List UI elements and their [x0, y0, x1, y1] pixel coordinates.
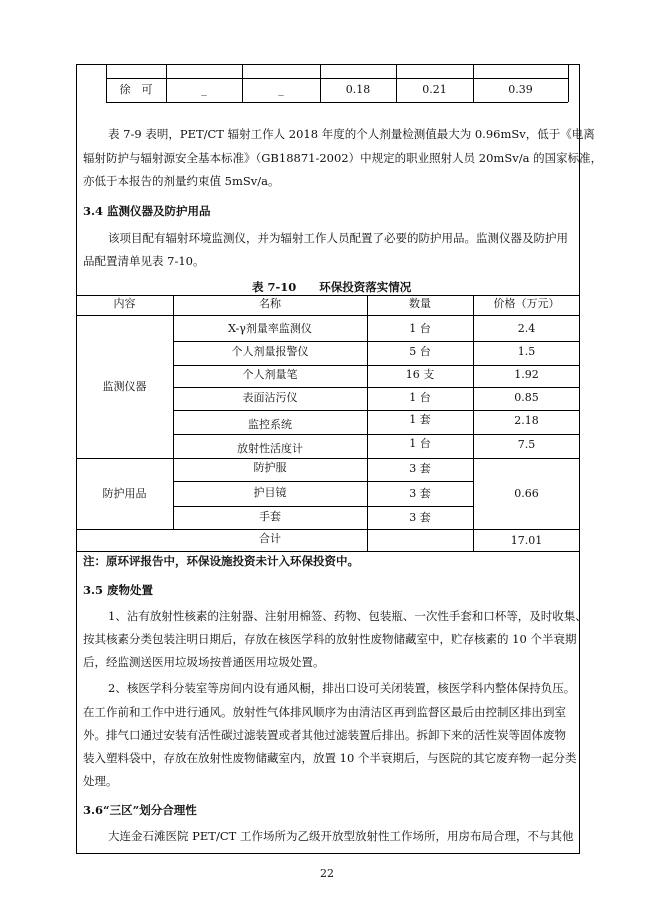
para4-line1: 2、核医学科分装室等房间内设有通风橱，排出口设可关闭装置，核医学科内整体保持负压。 — [108, 681, 576, 695]
row-name: 监控系统 — [248, 418, 292, 431]
para3-line3: 后，经监测送医用垃圾场按普通医用垃圾处置。 — [83, 655, 325, 669]
table-title: 表 7-10 环保投资落实情况 — [252, 280, 412, 294]
row-qty: 5 台 — [409, 345, 431, 358]
row-price: 2.4 — [517, 322, 536, 335]
para2-line1: 该项目配有辐射环境监测仪，并为辐射工作人员配置了必要的防护用品。监测仪器及防护用 — [108, 231, 568, 245]
row-name: 手套 — [259, 510, 281, 523]
top-row-label: 徐 可 — [119, 83, 153, 96]
total-value: 17.01 — [510, 534, 543, 547]
row-qty: 1 台 — [409, 437, 431, 450]
row-price: 2.18 — [514, 414, 539, 427]
row-qty: 3 套 — [409, 462, 431, 475]
para1-line3: 亦低于本报告的剂量约束值 5mSv/a。 — [83, 174, 280, 188]
section-3-5-title: 3.5 废物处置 — [83, 583, 154, 597]
row-qty: 1 套 — [409, 413, 431, 426]
para4-line3: 外。排气口通过安装有活性碳过滤装置或者其他过滤装置后排出。拆卸下来的活性炭等固体废物 — [83, 728, 566, 742]
section-3-6-title: 3.6“三区”划分合理性 — [83, 803, 197, 817]
row-price: 0.85 — [514, 391, 539, 404]
para5-line1: 大连金石滩医院 PET/CT 工作场所为乙级开放型放射性工作场所，用房布局合理，不与其他 — [108, 829, 574, 843]
header-name: 名称 — [259, 297, 281, 310]
para4-line2: 在工作前和工作中进行通风。放射性气体排风顺序为由清洁区再到监督区最后由控制区排出到室 — [83, 705, 566, 719]
table-note: 注：原环评报告中，环保设施投资未计入环保投资中。 — [83, 554, 359, 568]
para2-line2: 品配置清单见表 7-10。 — [83, 254, 205, 268]
row-name: 护目镜 — [253, 486, 287, 499]
para3-line2: 按其核素分类包装注明日期后，存放在核医学科的放射性废物储藏室中，贮存核素的 10 个半衰期 — [83, 632, 577, 646]
group-protection: 防护用品 — [102, 487, 147, 500]
row-name: 放射性活度计 — [237, 442, 303, 455]
para1-line2: 辐射防护与辐射源安全基本标准》（GB18871-2002）中规定的职业照射人员 20mSv/a 的国家标准， — [83, 151, 603, 165]
para4-line4: 装入塑料袋中，存放在放射性废物储藏室内，放置 10 个半衰期后，与医院的其它废弃物一起分类 — [83, 751, 577, 765]
protection-price: 0.66 — [514, 487, 539, 500]
row-name: 表面沾污仪 — [242, 391, 298, 404]
row-qty: 16 支 — [405, 368, 435, 381]
header-price: 价格（万元） — [493, 297, 560, 310]
row-qty: 3 套 — [409, 511, 431, 524]
group-monitoring: 监测仪器 — [102, 380, 147, 393]
row-price: 1.92 — [514, 368, 539, 381]
para1-line1: 表 7-9 表明，PET/CT 辐射工作人 2018 年度的个人剂量检测值最大为 0.96mSv，低于《电离 — [108, 127, 595, 141]
header-content: 内容 — [113, 297, 136, 310]
row-name: X-γ剂量率监测仪 — [228, 322, 312, 335]
para4-line5: 处理。 — [83, 774, 118, 788]
row-qty: 3 套 — [409, 487, 431, 500]
para3-line1: 1、沾有放射性核素的注射器、注射用棉签、药物、包装瓶、一次性手套和口杯等，及时收集、 — [108, 609, 587, 623]
section-3-4-title: 3.4 监测仪器及防护用品 — [83, 204, 211, 218]
row-qty: 1 台 — [409, 391, 431, 404]
row-name: 个人剂量报警仪 — [231, 345, 309, 358]
total-label: 合计 — [259, 532, 281, 545]
row-name: 个人剂量笔 — [242, 368, 298, 381]
row-qty: 1 台 — [409, 322, 431, 335]
row-name: 防护服 — [253, 461, 287, 474]
row-price: 7.5 — [517, 438, 536, 451]
header-qty: 数量 — [409, 297, 431, 310]
row-price: 1.5 — [517, 345, 536, 358]
page-number: 22 — [320, 867, 334, 880]
